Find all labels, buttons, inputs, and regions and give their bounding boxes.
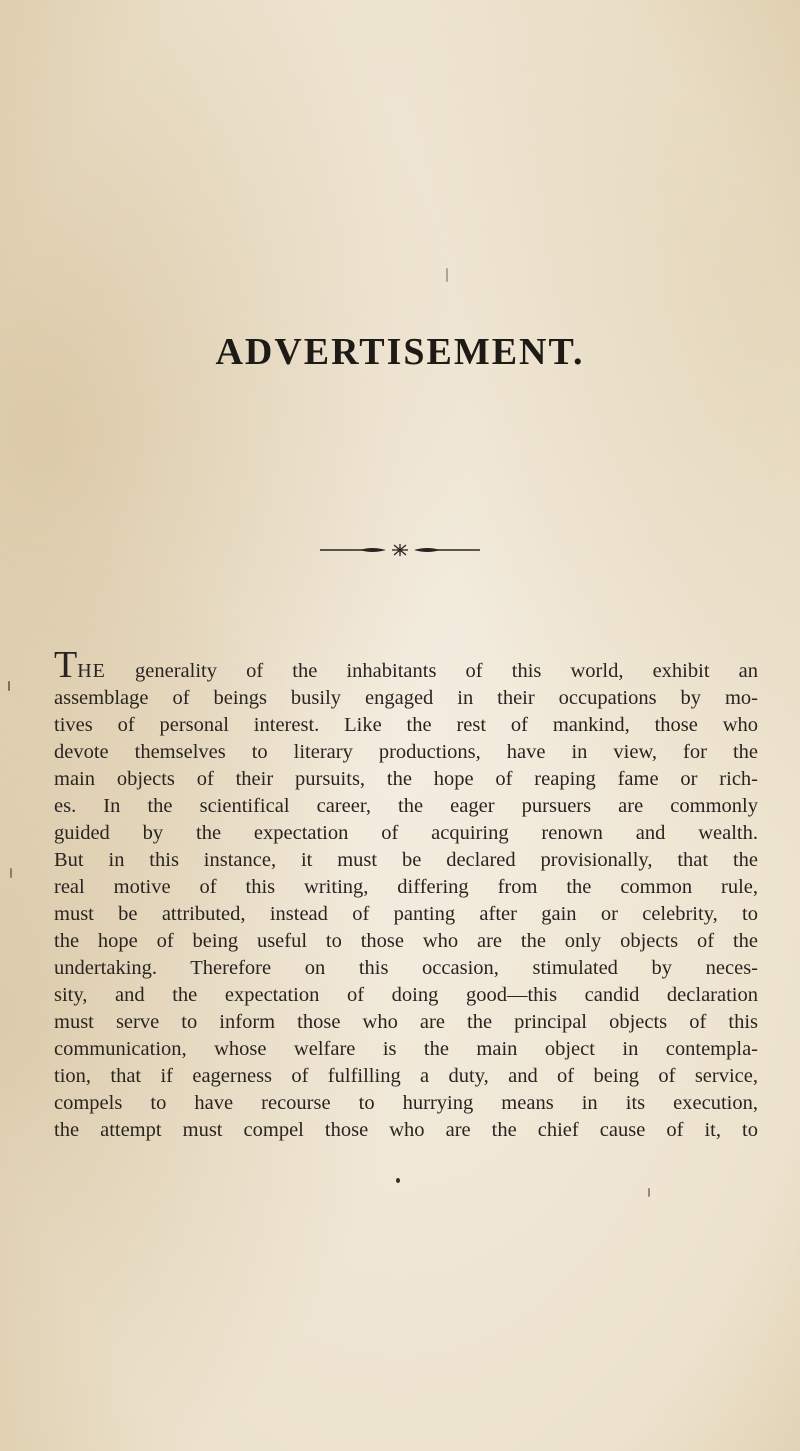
text-line-18: the attempt must compel those who are the chief cause of it, to — [54, 1119, 758, 1141]
text-line-17: compels to have recourse to hurrying means in its execution, — [54, 1092, 758, 1114]
text-line-2: assemblage of beings busily engaged in their occupations by mo- — [54, 687, 758, 709]
ink-speck — [446, 268, 448, 282]
text-line-1 — [54, 644, 758, 686]
text-line-11: the hope of being useful to those who are the only objects of the — [54, 930, 758, 952]
text-line-4: devote themselves to literary productions, have in view, for the — [54, 741, 758, 763]
text-line-13: sity, and the expectation of doing good—this candid declaration — [54, 984, 758, 1006]
text-line-3: tives of personal interest. Like the rest of mankind, those who — [54, 714, 758, 736]
ink-speck — [396, 1178, 400, 1183]
text-line-7: guided by the expectation of acquiring renown and wealth. — [54, 822, 758, 844]
body-paragraph — [54, 644, 758, 1144]
text-line-1-rest: generality of the inhabitants of this world, exhibit an — [105, 660, 758, 682]
text-line-10: must be attributed, instead of panting after gain or celebrity, to — [54, 903, 758, 925]
ink-speck — [648, 1188, 650, 1197]
ornament-divider — [320, 542, 480, 558]
text-line-8: But in this instance, it must be declared provisionally, that the — [54, 849, 758, 871]
text-line-16: tion, that if eagerness of fulfilling a duty, and of being of service, — [54, 1065, 758, 1087]
drop-cap-rest: HE — [77, 660, 106, 682]
text-line-6: es. In the scientifical career, the eager pursuers are commonly — [54, 795, 758, 817]
text-line-14: must serve to inform those who are the principal objects of this — [54, 1011, 758, 1033]
text-line-15: communication, whose welfare is the main object in contempla- — [54, 1038, 758, 1060]
page-heading: ADVERTISEMENT. — [215, 331, 585, 373]
ink-speck — [10, 868, 12, 878]
text-line-9: real motive of this writing, differing from the common rule, — [54, 876, 758, 898]
text-line-5: main objects of their pursuits, the hope of reaping fame or rich- — [54, 768, 758, 790]
ink-speck — [8, 681, 10, 691]
text-line-12: undertaking. Therefore on this occasion, stimulated by neces- — [54, 957, 758, 979]
drop-cap: T — [54, 644, 78, 686]
